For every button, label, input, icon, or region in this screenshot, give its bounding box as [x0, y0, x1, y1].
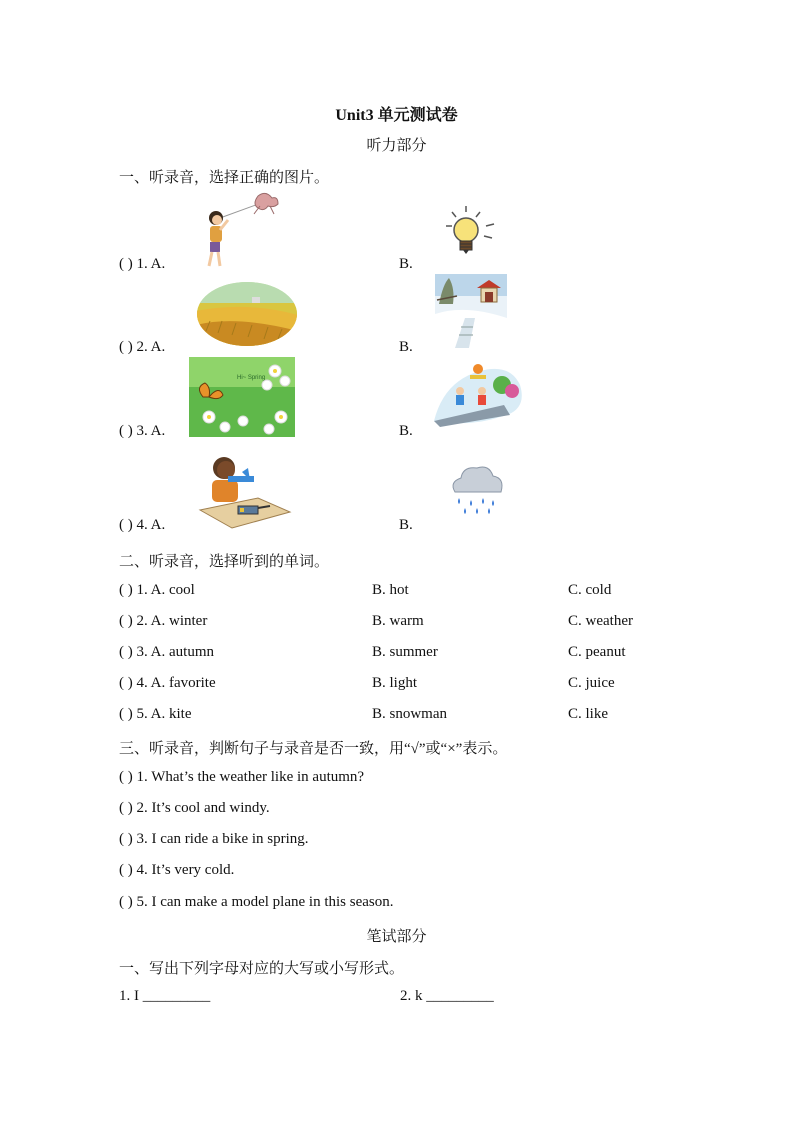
s1-q4-label-a: ( ) 4. A.: [119, 517, 166, 533]
page-title: Unit3 单元测试卷: [335, 107, 458, 124]
s2-q2-a: ( ) 2. A. winter: [119, 613, 208, 629]
s3-item-3: ( ) 3. I can ride a bike in spring.: [119, 831, 309, 847]
s2-q3-b: B. summer: [372, 644, 438, 660]
s2-q1-b: B. hot: [372, 582, 409, 598]
boy-making-model-plane-icon[interactable]: [198, 450, 292, 532]
s2-q2-b: B. warm: [372, 613, 424, 629]
s1-q1-label-b: B.: [399, 256, 413, 272]
s2-q3-a: ( ) 3. A. autumn: [119, 644, 214, 660]
s4-item-2[interactable]: 2. k _________: [400, 988, 494, 1004]
s2-q5-c: C. like: [568, 706, 608, 722]
s1-q2-label-a: ( ) 2. A.: [119, 339, 166, 355]
s2-q4-b: B. light: [372, 675, 418, 691]
section1-heading: 一、听录音，选择正确的图片。: [119, 170, 330, 186]
s2-q4-a: ( ) 4. A. favorite: [119, 675, 216, 691]
s1-q3-label-b: B.: [399, 423, 413, 439]
section4-heading: 一、写出下列字母对应的大写或小写形式。: [119, 961, 405, 977]
s3-item-1: ( ) 1. What’s the weather like in autumn?: [119, 769, 365, 785]
autumn-field-icon[interactable]: [196, 281, 298, 347]
s3-item-4: ( ) 4. It’s very cold.: [119, 862, 235, 878]
s2-q4-c: C. juice: [568, 675, 615, 691]
listening-section-title: 听力部分: [366, 138, 427, 154]
s2-q5-a: ( ) 5. A. kite: [119, 706, 192, 722]
rain-cloud-icon[interactable]: [447, 462, 505, 518]
s2-q1-c: C. cold: [568, 582, 612, 598]
s2-q5-b: B. snowman: [372, 706, 447, 722]
writing-section-title: 笔试部分: [366, 929, 427, 945]
s4-item-1[interactable]: 1. I _________: [119, 988, 211, 1004]
s1-q2-label-b: B.: [399, 339, 413, 355]
children-playing-summer-icon[interactable]: [432, 361, 524, 429]
section3-heading: 三、听录音，判断句子与录音是否一致，用“√”或“×”表示。: [119, 741, 508, 757]
s3-item-5: ( ) 5. I can make a model plane in this season.: [119, 894, 394, 910]
light-bulb-icon[interactable]: [444, 204, 500, 262]
s2-q1-a: ( ) 1. A. cool: [119, 582, 195, 598]
snowy-winter-scene-icon[interactable]: [435, 274, 507, 348]
spring-flowers-butterfly-icon[interactable]: [189, 357, 295, 437]
s1-q3-label-a: ( ) 3. A.: [119, 423, 166, 439]
s3-item-2: ( ) 2. It’s cool and windy.: [119, 800, 270, 816]
s1-q1-label-a: ( ) 1. A.: [119, 256, 166, 272]
spring-caption: Hi~ Spring: [237, 375, 266, 381]
s2-q3-c: C. peanut: [568, 644, 626, 660]
section2-heading: 二、听录音，选择听到的单词。: [119, 554, 330, 570]
s1-q4-label-b: B.: [399, 517, 413, 533]
s2-q2-c: C. weather: [568, 613, 633, 629]
girl-flying-kite-icon[interactable]: [198, 190, 284, 270]
